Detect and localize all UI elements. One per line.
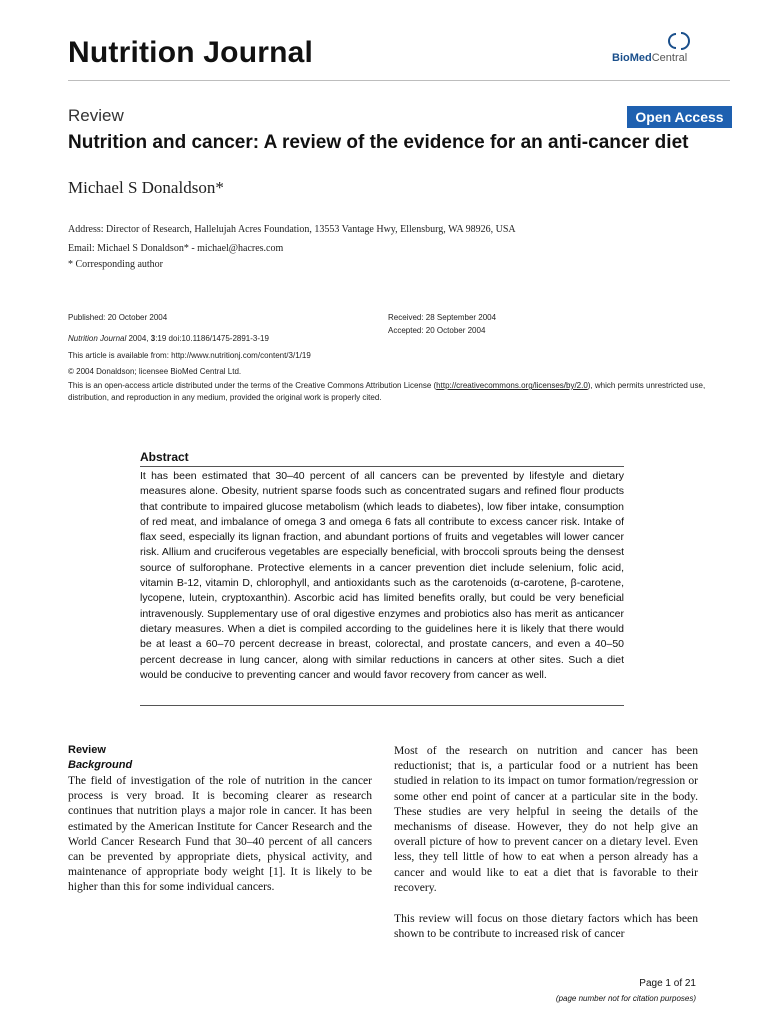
open-access-badge: Open Access (627, 106, 732, 128)
abstract-top-divider (140, 466, 624, 467)
subsection-heading: Background (68, 759, 133, 771)
citation-doi: :19 doi:10.1186/1475-2891-3-19 (155, 334, 269, 343)
page-number-note: (page number not for citation purposes) (555, 994, 696, 1003)
abstract-heading: Abstract (140, 450, 189, 464)
citation-year: 2004, (128, 334, 149, 343)
citation-volume: 3 (150, 334, 156, 343)
publisher-name-bold: BioMed (612, 52, 652, 64)
citation-line (68, 334, 269, 343)
publisher-name-central: Central (651, 52, 688, 64)
received-date: Received: 28 September 2004 (388, 313, 497, 322)
body-paragraph-right-2: This review will focus on those dietary factors which has been shown to be contribute to increased risk of cancer (394, 912, 698, 941)
author-list: Michael S Donaldson* (68, 178, 224, 197)
article-title: Nutrition and cancer: A review of the evidence for an anti-cancer diet (68, 132, 689, 153)
publisher-logo (612, 30, 722, 70)
body-paragraph-right-1: Most of the research on nutrition and cancer has been reductionist; that is, a particular food or a nutrient has been studied in relation to its impact on tumor formation/regression or some other end point of cancer at a particular site in the body. These studies are very helpful in seeing the details of the mechanisms of disease. However, they do not help give an overall picture of how to prevent cancer on a dietary level. Even less, they tell little of how to eat when a person already has a cancer and would like to eat a diet that is favorable to their recovery. (394, 744, 698, 894)
page-number: Page 1 of 21 (639, 978, 696, 989)
body-paragraph-left: The field of investigation of the role of nutrition in the cancer process is very broad. It is becoming clearer as research continues that nutrition plays a major role in cancer. It has been estimated by the American Institute for Cancer Research and the World Cancer Research Fund that 30–40 percent of all cancers can be prevented by appropriate diets, physical activity, and maintenance of appropriate body weight [1]. It is likely to be higher than this for some individual cancers. (68, 774, 372, 894)
abstract-text: It has been estimated that 30–40 percent of all cancers can be prevented by lifestyle and dietary measures alone. Obesity, nutrient sparse foods such as concentrated sugars and refined flour products that contribute to impaired glucose metabolism (which leads to diabetes), low fiber intake, consumption of red meat, and imbalance of omega 3 and omega 6 fats all contribute to excess cancer risk. Intake of flax seed, especially its lignan fraction, and abundant portions of fruits and vegetables will lower cancer risk. Allium and cruciferous vegetables are especially beneficial, with broccoli sprouts being the densest source of sulforophane. Protective elements in a cancer prevention diet include selenium, folic acid, vitamin B-12, vitamin D, chlorophyll, and antioxidants such as the carotenoids (α-carotene, β-carotene, lycopene, lutein, cryptoxanthin). Ascorbic acid has limited benefits orally, but could be very beneficial intravenously. Supplementary use of oral digestive enzymes and probiotics also has merit as anticancer dietary measures. When a diet is compiled according to the guidelines here it is likely that there would be at least a 60–70 percent decrease in breast, colorectal, and prostate cancers, and even a 40–50 percent decrease in lung cancer, along with similar reductions in cancers at other sites. Such a diet would be conducive to preventing cancer and would favor recovery from cancer as well. (140, 470, 624, 681)
abstract-bottom-divider (140, 705, 624, 706)
published-date: Published: 20 October 2004 (68, 313, 168, 322)
article-url[interactable]: This article is available from: http://www.nutritionj.com/content/3/1/19 (68, 351, 311, 360)
article-type: Review (68, 106, 124, 125)
author-address: Address: Director of Research, Hallelujah Acres Foundation, 13553 Vantage Hwy, Ellensburg, WA 98926, USA (68, 224, 516, 235)
license-suffix: ), which permits unrestricted use, distribution, and reproduction in any medium, provided the original work is properly cited. (68, 381, 706, 402)
header-divider (68, 80, 730, 81)
accepted-date: Accepted: 20 October 2004 (388, 326, 486, 335)
journal-title: Nutrition Journal (68, 36, 314, 69)
abstract-section (140, 447, 624, 709)
author-email[interactable]: Email: Michael S Donaldson* - michael@hacres.com (68, 243, 284, 254)
section-heading: Review (68, 744, 106, 756)
corresponding-author-note: * Corresponding author (68, 259, 163, 270)
license-link[interactable]: http://creativecommons.org/licenses/by/2.0 (436, 381, 588, 390)
citation-journal: Nutrition Journal (68, 334, 127, 343)
copyright-notice: © 2004 Donaldson; licensee BioMed Central Ltd. (68, 367, 242, 376)
biomed-logo-icon (666, 30, 706, 52)
license-prefix: This is an open-access article distributed under the terms of the Creative Commons Attribution License ( (68, 381, 437, 390)
license-notice (68, 380, 708, 404)
